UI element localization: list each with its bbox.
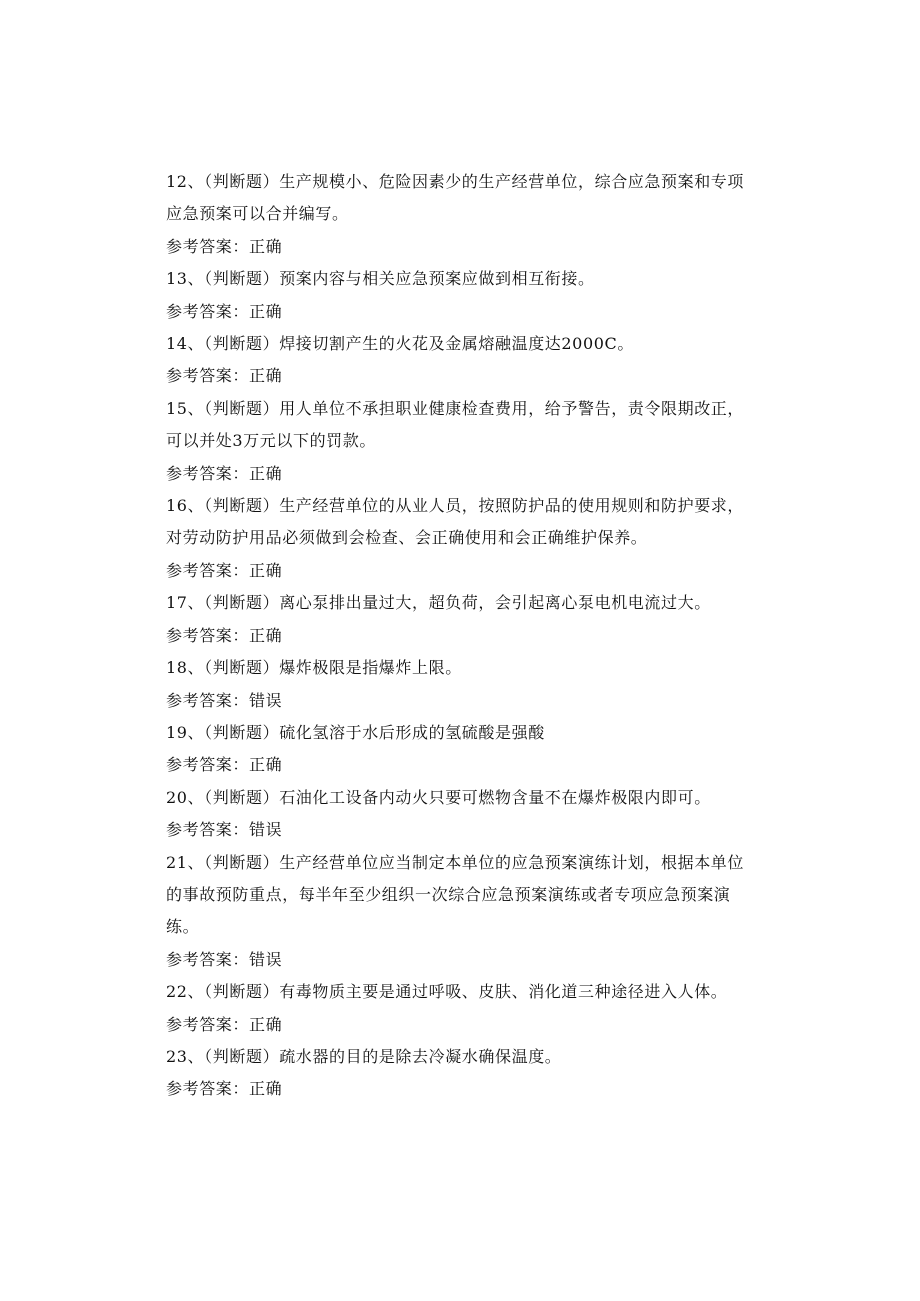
answer-16 — [166, 555, 758, 587]
question-14 — [166, 328, 758, 360]
question-text: 硫化氢溶于水后形成的氢硫酸是强酸 — [279, 722, 545, 742]
answer-label: 参考答案： — [166, 236, 250, 256]
question-21 — [166, 847, 758, 944]
question-15 — [166, 393, 758, 458]
question-number: 15、 — [166, 398, 205, 418]
question-text: 有毒物质主要是通过呼吸、皮肤、消化道三种途径进入人体。 — [279, 982, 728, 1002]
question-13 — [166, 263, 758, 295]
question-number: 13、 — [166, 269, 205, 289]
question-type: （判断题） — [204, 982, 280, 1002]
answer-value: 正确 — [249, 236, 283, 256]
question-number: 18、 — [166, 658, 205, 678]
answer-19 — [166, 749, 758, 781]
answer-15 — [166, 458, 758, 490]
answer-value: 正确 — [249, 560, 283, 580]
question-type: （判断题） — [204, 269, 280, 289]
answer-14 — [166, 360, 758, 392]
answer-20 — [166, 814, 758, 846]
question-text: 爆炸极限是指爆炸上限。 — [279, 658, 462, 678]
question-19 — [166, 717, 758, 749]
question-type: （判断题） — [204, 496, 280, 516]
question-text: 离心泵排出量过大，超负荷，会引起离心泵电机电流过大。 — [279, 593, 711, 613]
question-type: （判断题） — [204, 658, 280, 678]
answer-value: 错误 — [249, 820, 283, 840]
answer-value: 正确 — [249, 463, 283, 483]
question-number: 12、 — [166, 172, 205, 191]
question-22 — [166, 976, 758, 1008]
answer-17 — [166, 620, 758, 652]
answer-23 — [166, 1073, 758, 1105]
answer-value: 错误 — [249, 690, 283, 710]
question-number: 20、 — [166, 787, 205, 807]
answer-label: 参考答案： — [166, 301, 250, 321]
question-type: （判断题） — [204, 1046, 280, 1066]
answer-label: 参考答案： — [166, 463, 250, 483]
question-text: 石油化工设备内动火只要可燃物含量不在爆炸极限内即可。 — [279, 787, 711, 807]
question-number: 17、 — [166, 593, 205, 613]
answer-value: 错误 — [249, 949, 283, 969]
question-text: 生产规模小、危险因素少的生产经营单位，综合应急预案和专项应急预案可以合并编写。 — [166, 172, 744, 224]
question-type: （判断题） — [204, 398, 280, 418]
answer-label: 参考答案： — [166, 820, 250, 840]
answer-18 — [166, 685, 758, 717]
question-type: （判断题） — [204, 852, 280, 872]
answer-value: 正确 — [249, 1014, 283, 1034]
question-16 — [166, 490, 758, 555]
question-text: 疏水器的目的是除去冷凝水确保温度。 — [279, 1046, 562, 1066]
answer-value: 正确 — [249, 755, 283, 775]
question-text: 预案内容与相关应急预案应做到相互衔接。 — [279, 269, 595, 289]
answer-13 — [166, 296, 758, 328]
question-list — [166, 166, 758, 1106]
question-number: 19、 — [166, 722, 205, 742]
question-20 — [166, 782, 758, 814]
answer-label: 参考答案： — [166, 1014, 250, 1034]
answer-label: 参考答案： — [166, 949, 250, 969]
question-18 — [166, 652, 758, 684]
answer-22 — [166, 1009, 758, 1041]
question-text: 用人单位不承担职业健康检查费用，给予警告，责令限期改正，可以并处3万元以下的罚款。 — [166, 398, 744, 451]
question-number: 23、 — [166, 1046, 205, 1066]
answer-label: 参考答案： — [166, 366, 250, 386]
question-number: 21、 — [166, 852, 205, 872]
question-type: （判断题） — [204, 172, 280, 191]
question-number: 14、 — [166, 334, 205, 354]
question-23 — [166, 1041, 758, 1073]
question-text: 焊接切割产生的火花及金属熔融温度达2000C。 — [279, 334, 634, 354]
question-type: （判断题） — [204, 334, 280, 354]
answer-label: 参考答案： — [166, 1079, 250, 1099]
answer-value: 正确 — [249, 1079, 283, 1099]
question-number: 16、 — [166, 496, 205, 516]
question-text: 生产经营单位应当制定本单位的应急预案演练计划，根据本单位的事故预防重点，每半年至少组织一次综合应急预案演练或者专项应急预案演练。 — [166, 852, 744, 937]
question-12 — [166, 166, 758, 231]
question-text: 生产经营单位的从业人员，按照防护品的使用规则和防护要求，对劳动防护用品必须做到会检查、会正确使用和会正确维护保养。 — [166, 496, 744, 548]
answer-21 — [166, 944, 758, 976]
question-17 — [166, 587, 758, 619]
question-type: （判断题） — [204, 787, 280, 807]
answer-label: 参考答案： — [166, 625, 250, 645]
answer-label: 参考答案： — [166, 560, 250, 580]
answer-value: 正确 — [249, 301, 283, 321]
answer-label: 参考答案： — [166, 755, 250, 775]
question-number: 22、 — [166, 982, 205, 1002]
answer-value: 正确 — [249, 366, 283, 386]
answer-label: 参考答案： — [166, 690, 250, 710]
question-type: （判断题） — [204, 593, 280, 613]
question-type: （判断题） — [204, 722, 280, 742]
answer-value: 正确 — [249, 625, 283, 645]
answer-12 — [166, 231, 758, 263]
